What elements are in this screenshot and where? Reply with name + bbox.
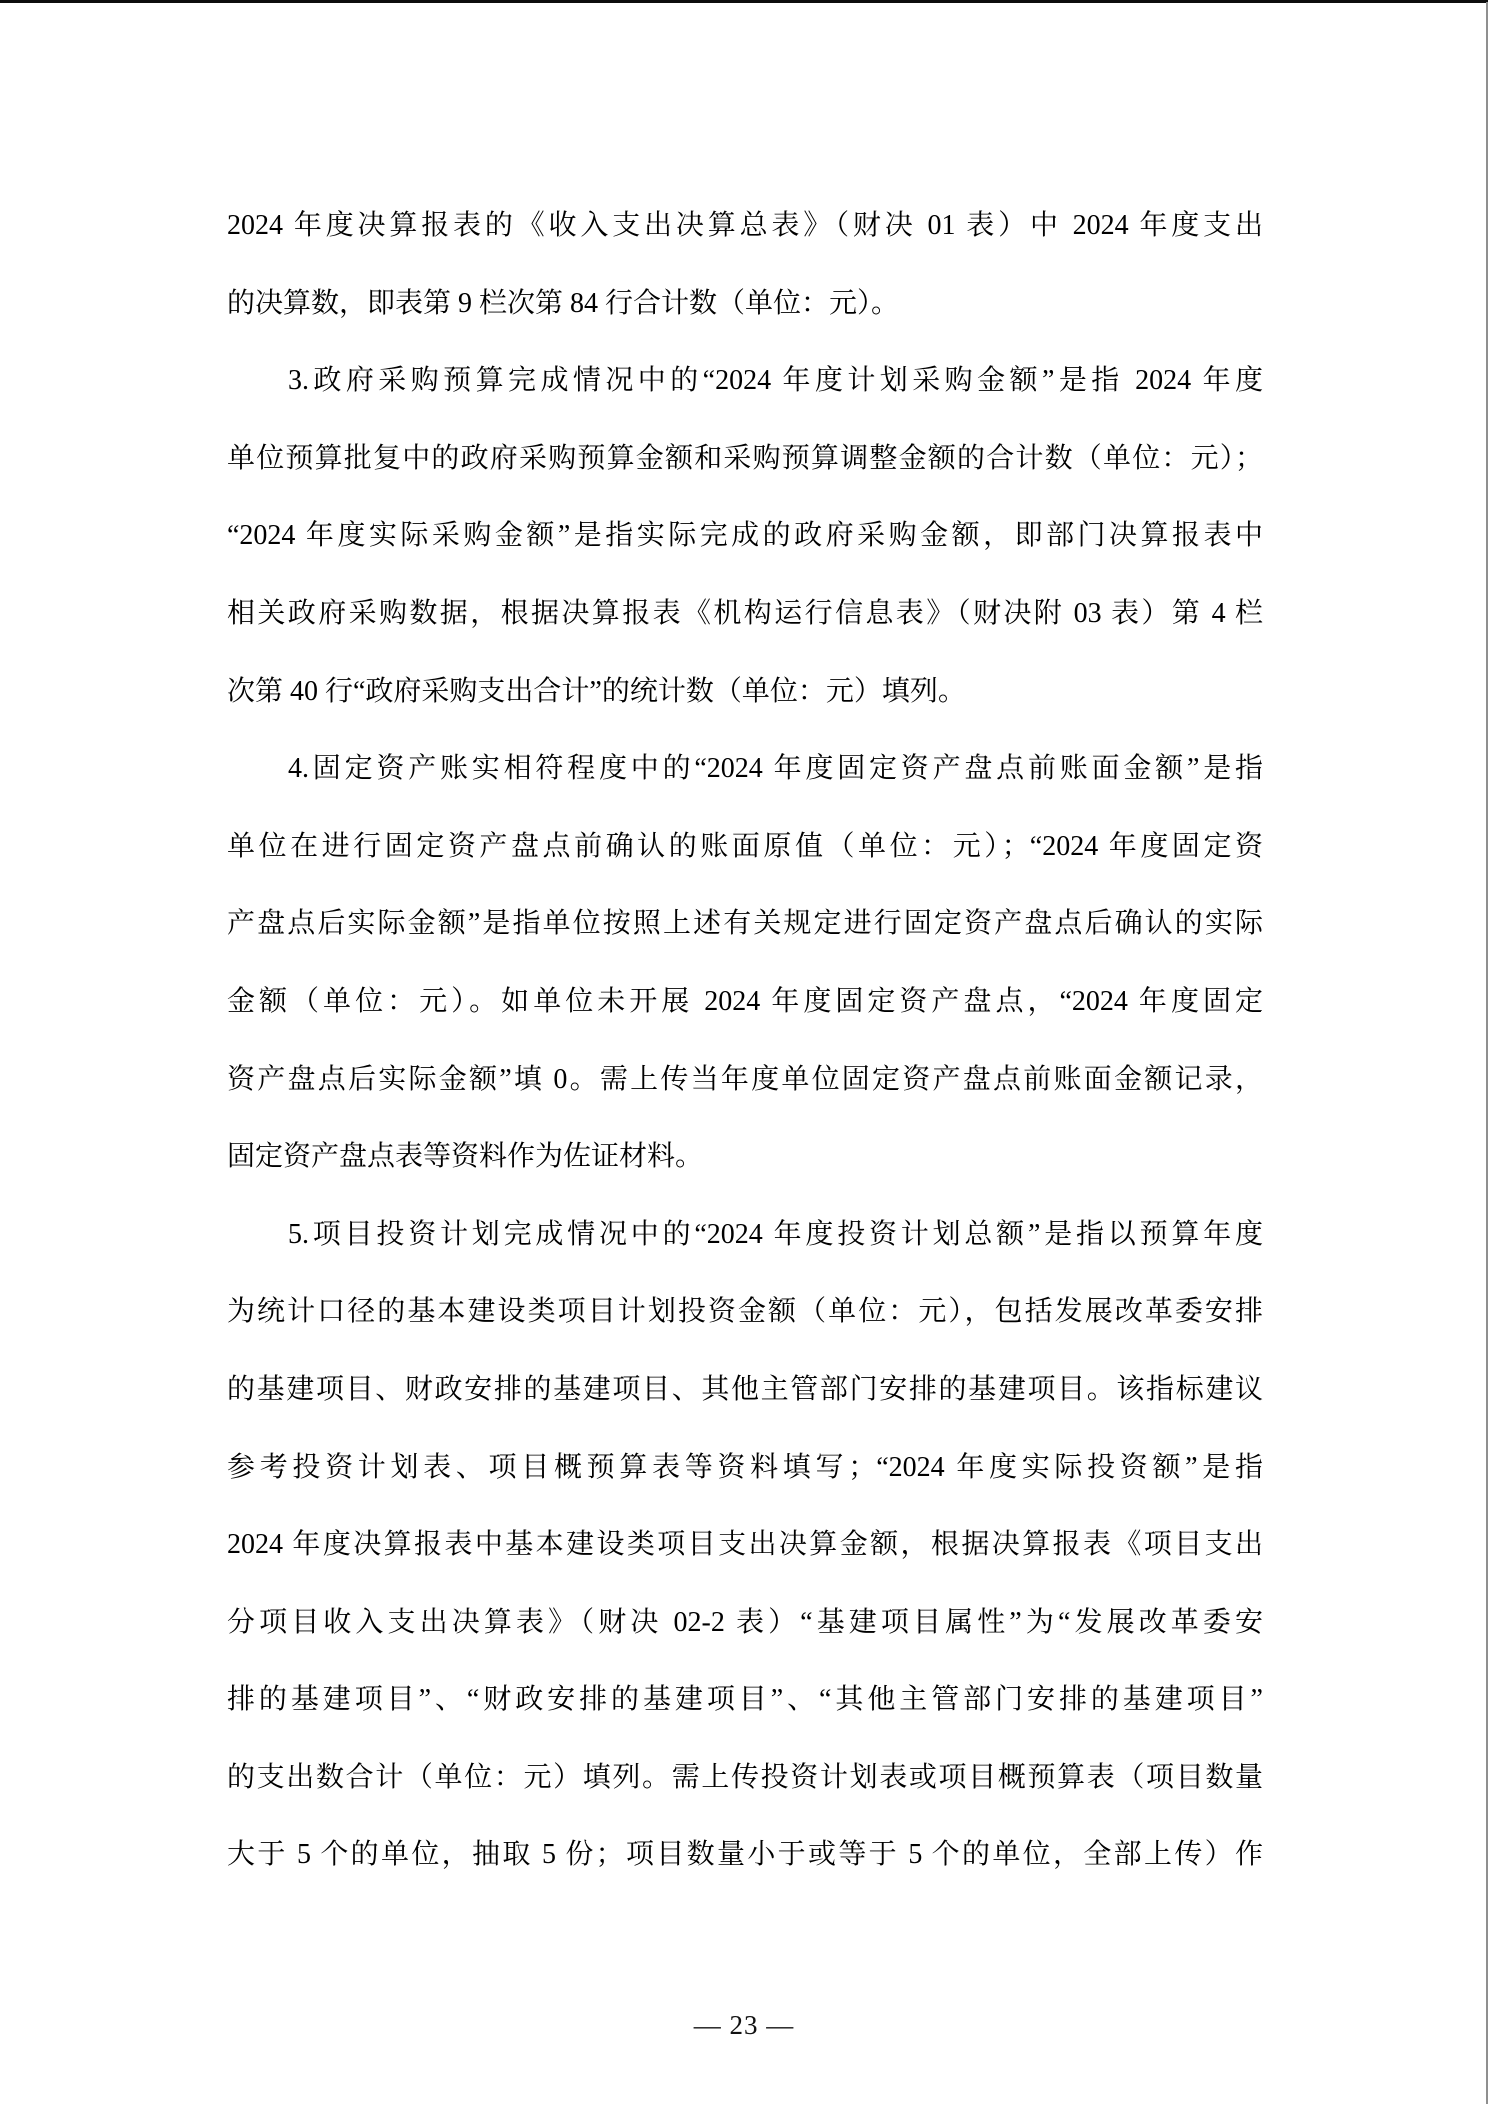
text-line: 固定资产盘点表等资料作为佐证材料。 (227, 1141, 704, 1173)
text-line: 4.固定资产账实相符程度中的“2024 年度固定资产盘点前账面金额”是指 (288, 753, 1263, 785)
text-line: 排的基建项目”、“财政安排的基建项目”、“其他主管部门安排的基建项目” (227, 1684, 1263, 1716)
text-line: 的决算数，即表第 9 栏次第 84 行合计数（单位：元）。 (227, 287, 900, 319)
text-line: 2024 年度决算报表中基本建设类项目支出决算金额，根据决算报表《项目支出 (227, 1529, 1263, 1561)
text-line: 分项目收入支出决算表》（财决 02-2 表）“基建项目属性”为“发展改革委安 (227, 1606, 1263, 1638)
text-line: “2024 年度实际采购金额”是指实际完成的政府采购金额，即部门决算报表中 (227, 520, 1263, 552)
page-number: — 23 — (693, 2010, 795, 2040)
document-text (227, 187, 1263, 1894)
text-line: 金额（单位：元）。如单位未开展 2024 年度固定资产盘点，“2024 年度固定 (227, 985, 1263, 1017)
text-line: 的基建项目、财政安排的基建项目、其他主管部门安排的基建项目。该指标建议 (227, 1373, 1263, 1405)
text-line: 单位在进行固定资产盘点前确认的账面原值（单位：元）；“2024 年度固定资 (227, 830, 1263, 862)
text-line: 3.政府采购预算完成情况中的“2024 年度计划采购金额”是指 2024 年度 (288, 365, 1263, 397)
text-line: 相关政府采购数据，根据决算报表《机构运行信息表》（财决附 03 表）第 4 栏 (227, 597, 1263, 629)
text-line: 产盘点后实际金额”是指单位按照上述有关规定进行固定资产盘点后确认的实际 (227, 908, 1263, 940)
text-line: 次第 40 行“政府采购支出合计”的统计数（单位：元）填列。 (227, 675, 966, 707)
text-line: 5.项目投资计划完成情况中的“2024 年度投资计划总额”是指以预算年度 (288, 1218, 1263, 1250)
text-line: 的支出数合计（单位：元）填列。需上传投资计划表或项目概预算表（项目数量 (227, 1761, 1263, 1793)
page-top-edge-line (0, 0, 1488, 3)
text-line: 大于 5 个的单位，抽取 5 份；项目数量小于或等于 5 个的单位，全部上传）作 (227, 1839, 1263, 1871)
text-line: 为统计口径的基本建设类项目计划投资金额（单位：元），包括发展改革委安排 (227, 1296, 1263, 1328)
text-line: 参考投资计划表、项目概预算表等资料填写；“2024 年度实际投资额”是指 (227, 1451, 1263, 1483)
text-line: 单位预算批复中的政府采购预算金额和采购预算调整金额的合计数（单位：元）； (227, 442, 1263, 474)
text-line: 资产盘点后实际金额”填 0。需上传当年度单位固定资产盘点前账面金额记录， (227, 1063, 1263, 1095)
text-line: 2024 年度决算报表的《收入支出决算总表》（财决 01 表）中 2024 年度支出 (227, 210, 1263, 241)
